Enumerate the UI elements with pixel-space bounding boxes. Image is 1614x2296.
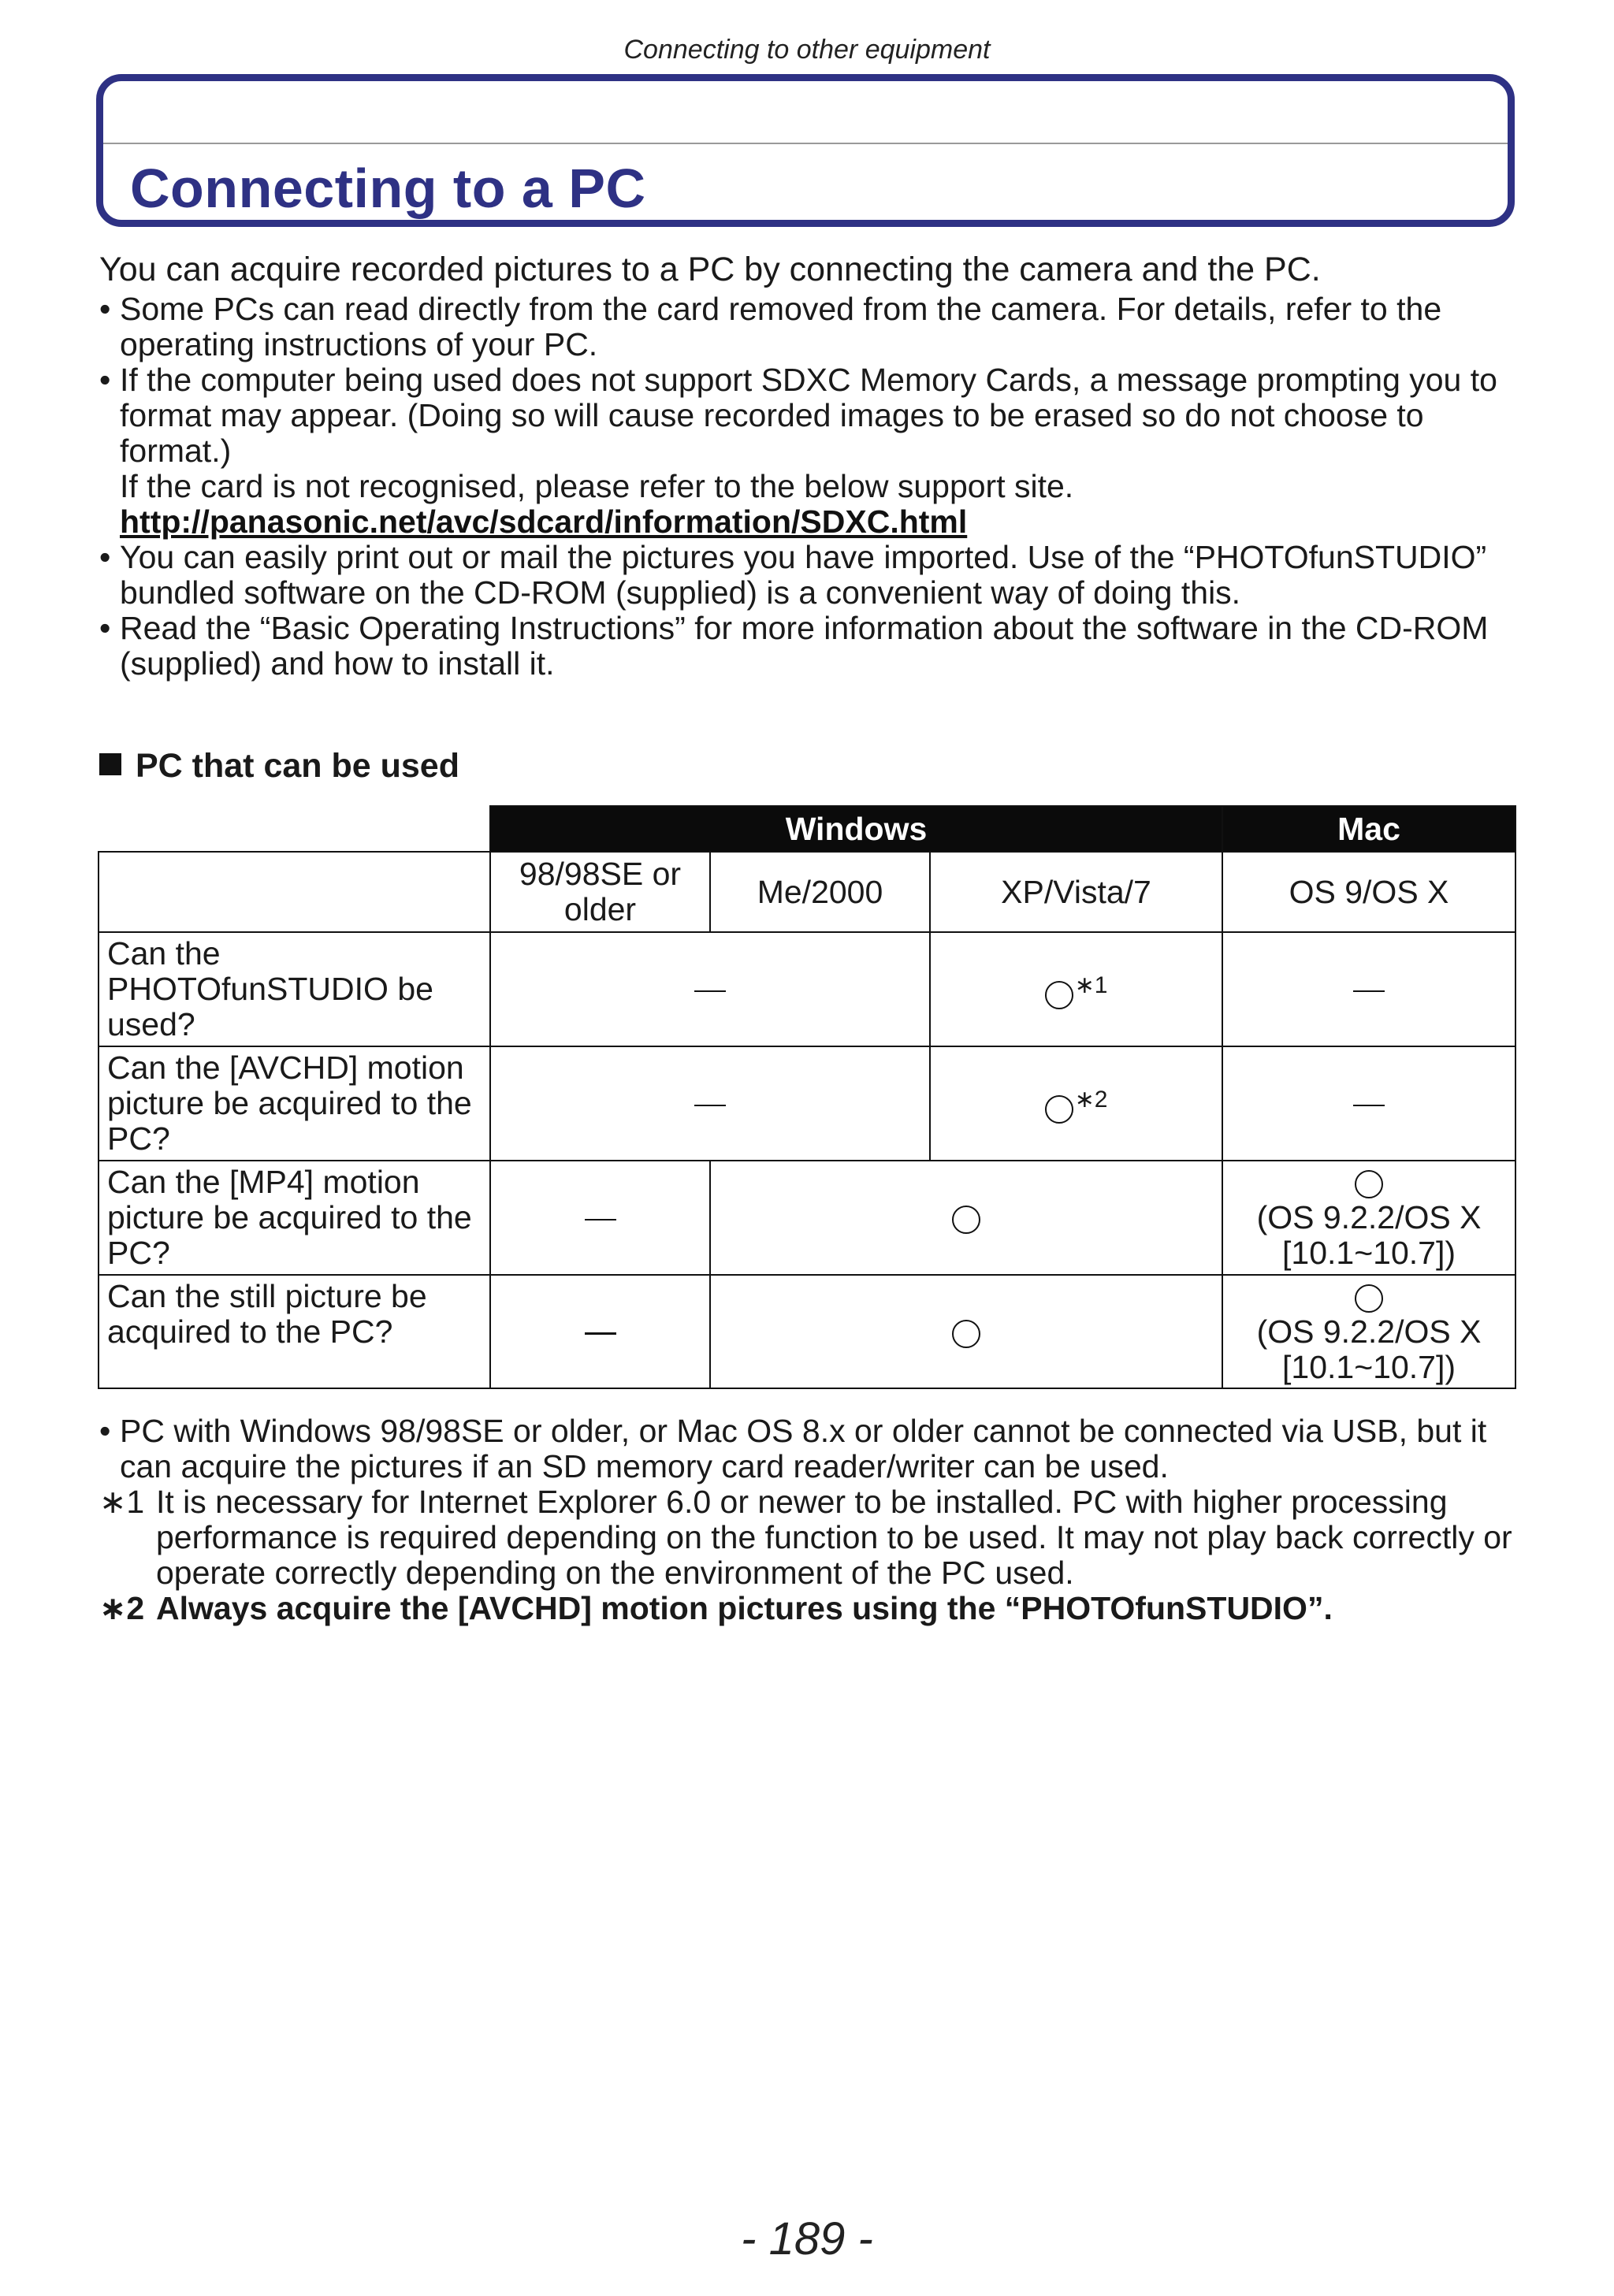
bullet-text: You can easily print out or mail the pictures you have imported. Use of the “PHOTOfunSTUDIO” bundled software on the CD-ROM (supplied) is a convenient way of doing this. (120, 539, 1487, 611)
cell-not-supported (490, 1275, 710, 1388)
bullet-item (99, 362, 1518, 540)
bullet-text: PC with Windows 98/98SE or older, or Mac OS 8.x or older cannot be connected via USB, but it can acquire the pictures if an SD memory card reader/writer can be used. (120, 1413, 1487, 1484)
table-row (99, 1275, 1515, 1388)
dash-icon (1353, 990, 1385, 993)
cell-supported (930, 932, 1222, 1046)
subheader-os9-osx: OS 9/OS X (1222, 852, 1515, 932)
cell-not-supported (490, 1161, 710, 1275)
subheader-98: 98/98SE or older (490, 852, 710, 932)
title-box (96, 74, 1515, 227)
footnotes (99, 1414, 1518, 1626)
footnote-mark: ∗2 (99, 1590, 145, 1626)
square-bullet-icon (99, 753, 121, 775)
bullet-item (99, 1414, 1518, 1484)
bullet-item (99, 540, 1518, 611)
table-row (99, 932, 1515, 1046)
pc-compatibility-table (98, 805, 1516, 1389)
cell-not-supported (490, 1046, 930, 1161)
support-note: If the card is not recognised, please refer to the below support site. (120, 468, 1074, 504)
bullet-text: If the computer being used does not support SDXC Memory Cards, a message prompting you to format may appear. (Doing so will cause recorded images to be erased so do not choose to format.) (120, 362, 1497, 469)
cell-not-supported (490, 932, 930, 1046)
footnote-mark: ∗1 (99, 1484, 145, 1520)
intro-bullets (99, 292, 1518, 682)
page-number: - 189 - (741, 2213, 873, 2264)
title-rule (103, 143, 1508, 144)
support-link[interactable]: http://panasonic.net/avc/sdcard/information/SDXC.html (120, 503, 968, 540)
note-mark: ∗2 (1074, 1087, 1108, 1113)
cell-supported (710, 1161, 1222, 1275)
circle-icon (1355, 1284, 1383, 1313)
page-title: Connecting to a PC (130, 158, 646, 219)
subheader-me2000: Me/2000 (710, 852, 930, 932)
cell-supported-mac (1222, 1161, 1515, 1275)
table-row (99, 1046, 1515, 1161)
note-mark: ∗1 (1074, 972, 1108, 998)
dash-icon (694, 990, 726, 993)
footnote-text: It is necessary for Internet Explorer 6.0 or newer to be installed. PC with higher processing performance is required depending on the function to be used. It may not play back correctly or operate correctly depending on the environment of the PC used. (156, 1484, 1512, 1591)
cell-supported (930, 1046, 1222, 1161)
table-corner (99, 806, 490, 852)
dash-icon (585, 1332, 616, 1335)
circle-icon (1355, 1170, 1383, 1198)
row-question: Can the still picture be acquired to the PC? (99, 1275, 490, 1388)
header-mac: Mac (1222, 806, 1515, 852)
cell-supported (710, 1275, 1222, 1388)
circle-icon (952, 1206, 980, 1234)
section-heading (99, 747, 459, 786)
dash-icon (694, 1105, 726, 1107)
bullet-item (99, 292, 1518, 362)
circle-icon (952, 1320, 980, 1348)
table-corner-cell (99, 852, 490, 932)
bullet-item (99, 611, 1518, 682)
cell-not-supported (1222, 932, 1515, 1046)
row-question: Can the [AVCHD] motion picture be acquired to the PC? (99, 1046, 490, 1161)
table-sub-header-row (99, 852, 1515, 932)
subheader-xp-vista-7: XP/Vista/7 (930, 852, 1222, 932)
row-question: Can the [MP4] motion picture be acquired to the PC? (99, 1161, 490, 1275)
dash-icon (1353, 1105, 1385, 1107)
row-question: Can the PHOTOfunSTUDIO be used? (99, 932, 490, 1046)
circle-icon (1045, 981, 1073, 1009)
bullet-text: Some PCs can read directly from the card removed from the camera. For details, refer to the operating instructions of your PC. (120, 291, 1442, 362)
intro-paragraph: You can acquire recorded pictures to a PC by connecting the camera and the PC. (99, 251, 1321, 288)
cell-not-supported (1222, 1046, 1515, 1161)
table-row (99, 1161, 1515, 1275)
table-os-header-row (99, 806, 1515, 852)
bullet-text: Read the “Basic Operating Instructions” for more information about the software in the CD-ROM (supplied) and how to install it. (120, 610, 1489, 682)
running-header: Connecting to other equipment (623, 35, 991, 65)
cell-supported-mac (1222, 1275, 1515, 1388)
header-windows: Windows (490, 806, 1222, 852)
mac-version-note: (OS 9.2.2/OS X [10.1~10.7]) (1256, 1313, 1482, 1385)
footnote-text: Always acquire the [AVCHD] motion pictures using the “PHOTOfunSTUDIO”. (156, 1590, 1333, 1626)
mac-version-note: (OS 9.2.2/OS X [10.1~10.7]) (1256, 1199, 1482, 1271)
section-heading-text: PC that can be used (136, 747, 459, 785)
circle-icon (1045, 1095, 1073, 1124)
dash-icon (585, 1219, 616, 1221)
footnote-1 (99, 1484, 1518, 1591)
footnote-2 (99, 1591, 1518, 1626)
